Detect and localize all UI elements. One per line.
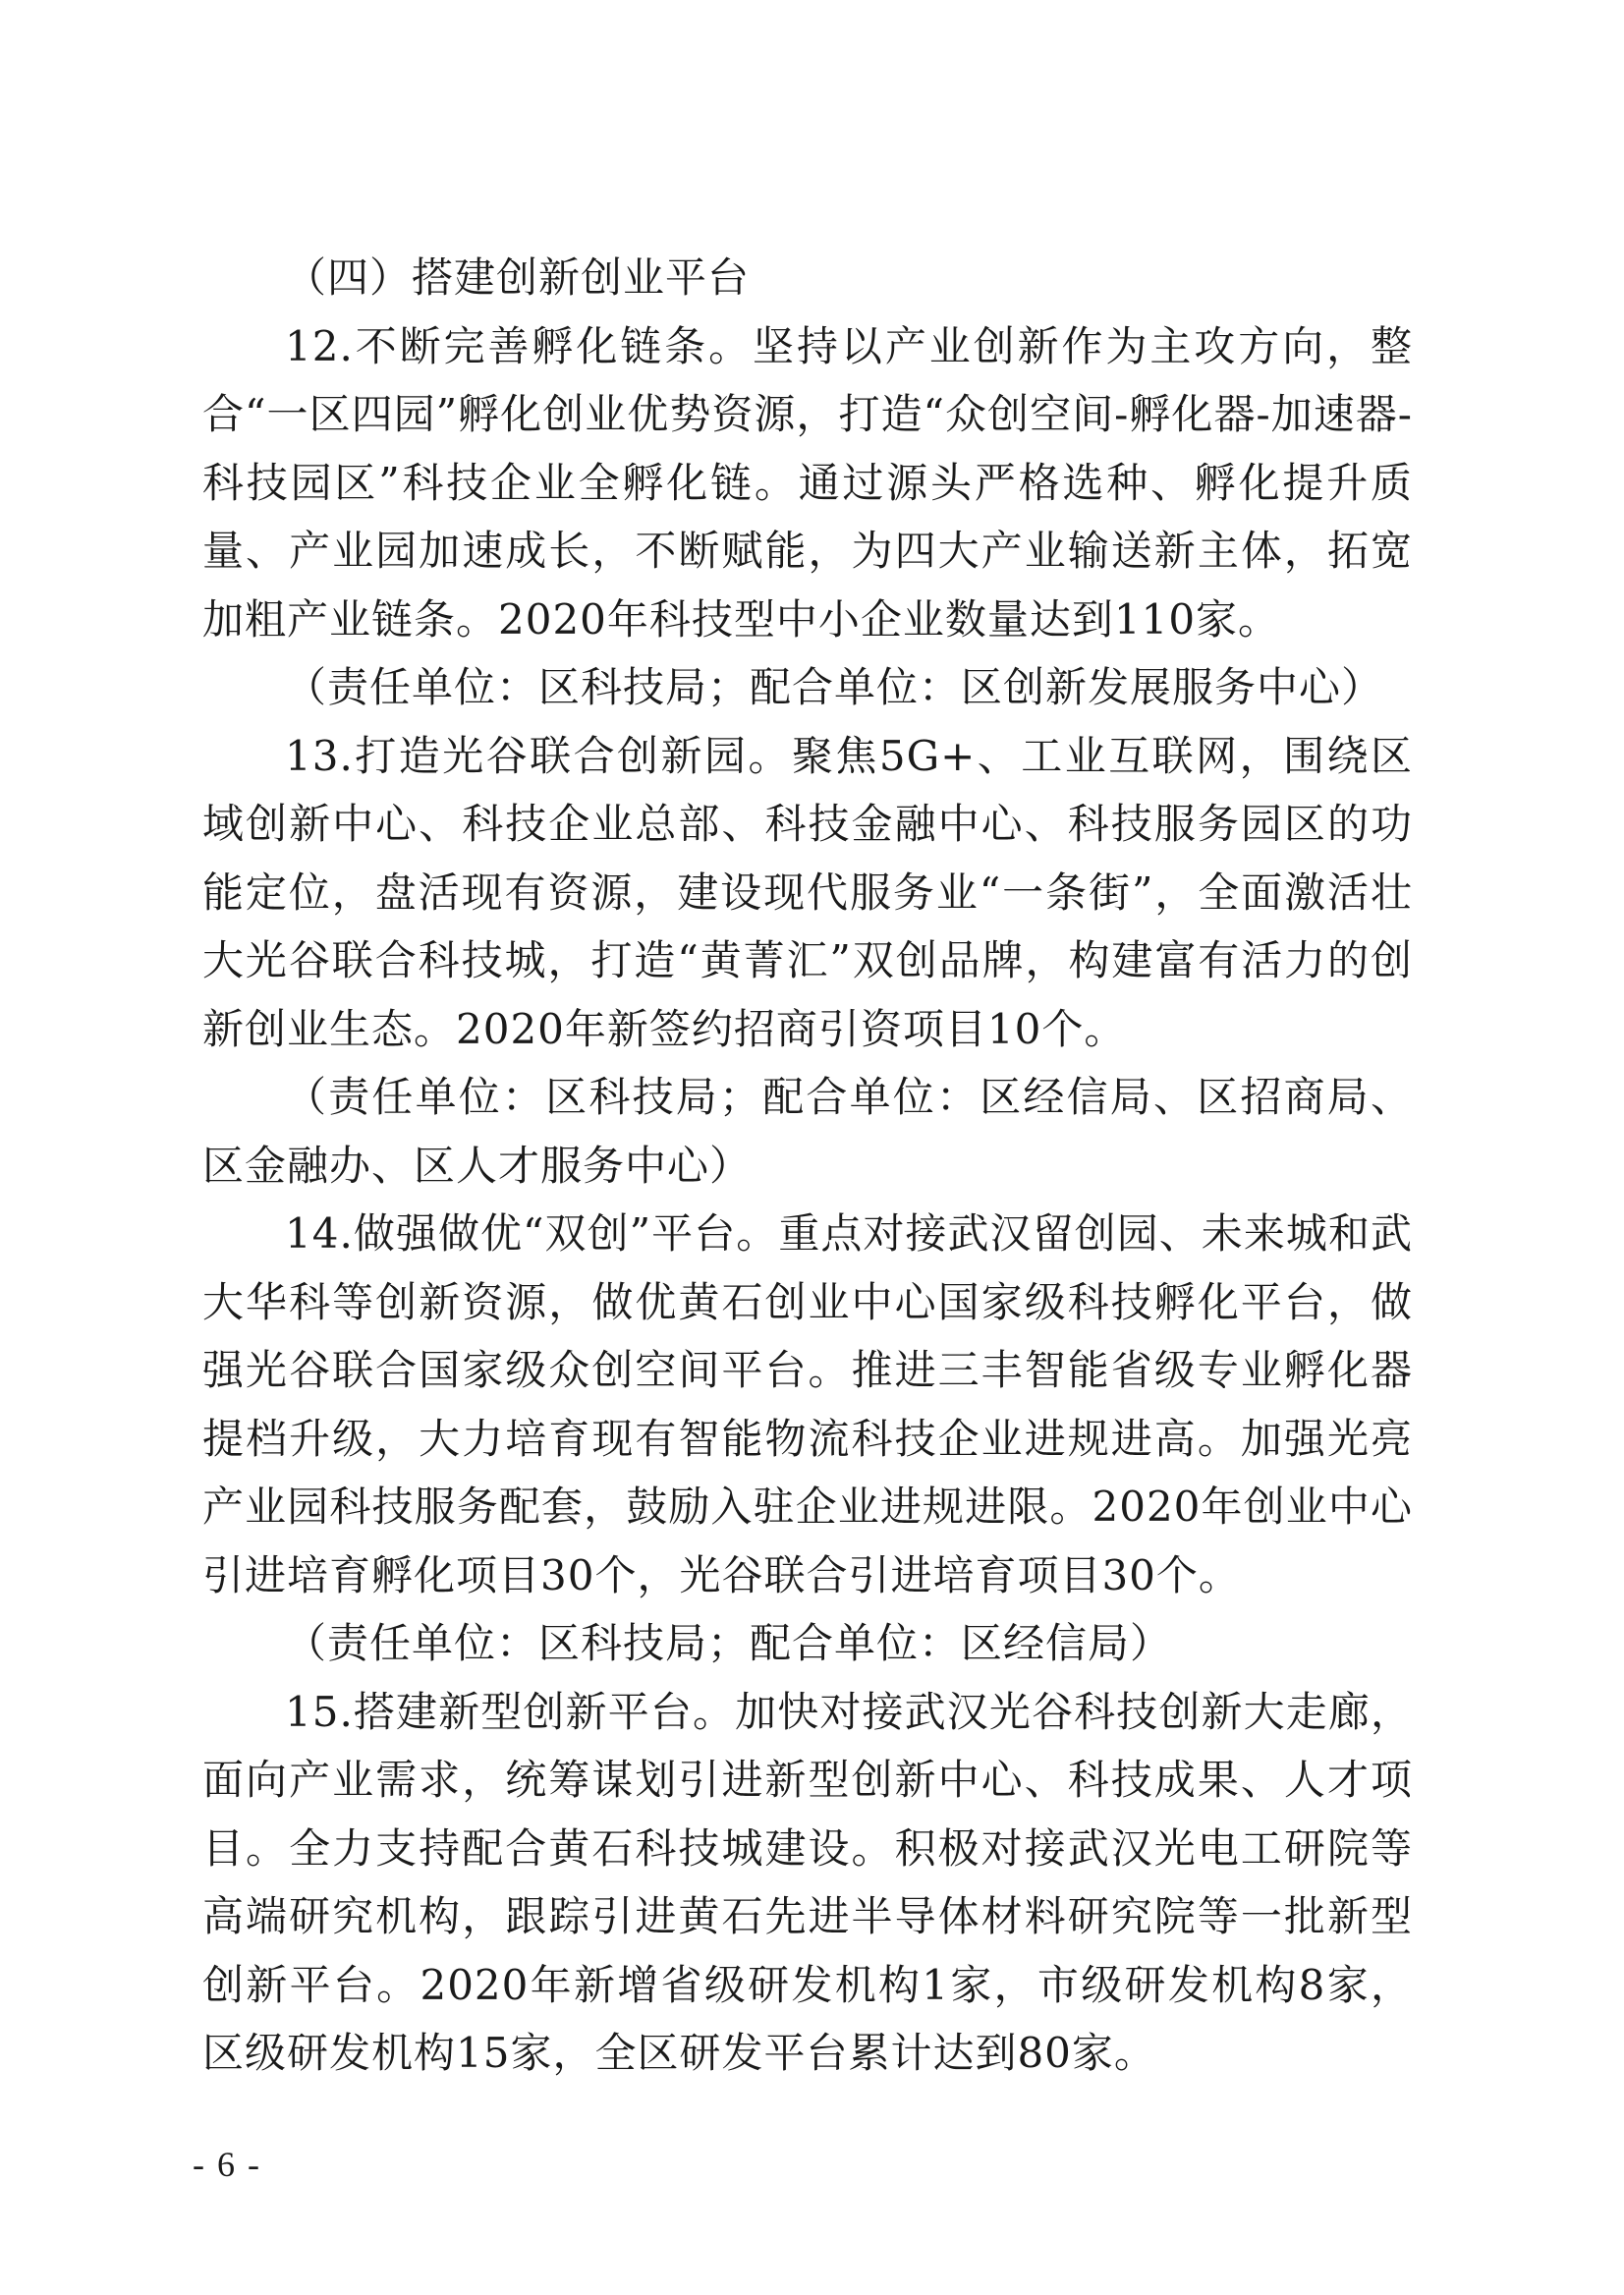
paragraph-item-12: 12.不断完善孵化链条。坚持以产业创新作为主攻方向，整合“一区四园”孵化创业优势资源，打造“众创空间-孵化器-加速器-科技园区”科技企业全孵化链。通过源头严格选种、孵化提升质量、产业园加速成长，不断赋能，为四大产业输送新主体，拓宽加粗产业链条。2020年科技型中小企业数量达到110家。 xyxy=(202,321,1413,644)
paragraph-item-15: 15.搭建新型创新平台。加快对接武汉光谷科技创新大走廊，面向产业需求，统筹谋划引进新型创新中心、科技成果、人才项目。全力支持配合黄石科技城建设。积极对接武汉光电工研院等高端研究机构，跟踪引进黄石先进半导体材料研究院等一批新型创新平台。2020年新增省级研发机构1家，市级研发机构8家，区级研发机构15家，全区研发平台累计达到80家。 xyxy=(202,1687,1413,2077)
responsibility-note-13: （责任单位：区科技局；配合单位：区经信局、区招商局、区金融办、区人才服务中心） xyxy=(202,1073,1413,1190)
paragraph-item-14: 14.做强做优“双创”平台。重点对接武汉留创园、未来城和武大华科等创新资源，做优黄石创业中心国家级科技孵化平台，做强光谷联合国家级众创空间平台。推进三丰智能省级专业孵化器提档升级，大力培育现有智能物流科技企业进规进高。加强光亮产业园科技服务配套，鼓励入驻企业进规进限。2020年创业中心引进培育孵化项目30个，光谷联合引进培育项目30个。 xyxy=(202,1209,1413,1599)
responsibility-note-12: （责任单位：区科技局；配合单位：区创新发展服务中心） xyxy=(285,663,1384,711)
section-heading: （四）搭建创新创业平台 xyxy=(285,253,751,302)
page-number: - 6 - xyxy=(193,2145,261,2184)
responsibility-note-14: （责任单位：区科技局；配合单位：区经信局） xyxy=(285,1619,1173,1667)
document-body xyxy=(202,244,1413,2088)
paragraph-item-13: 13.打造光谷联合创新园。聚焦5G+、工业互联网，围绕区域创新中心、科技企业总部、科技金融中心、科技服务园区的功能定位，盘活现有资源，建设现代服务业“一条街”，全面激活壮大光谷联合科技城，打造“黄菁汇”双创品牌，构建富有活力的创新创业生态。2020年新签约招商引资项目10个。 xyxy=(202,731,1413,1053)
